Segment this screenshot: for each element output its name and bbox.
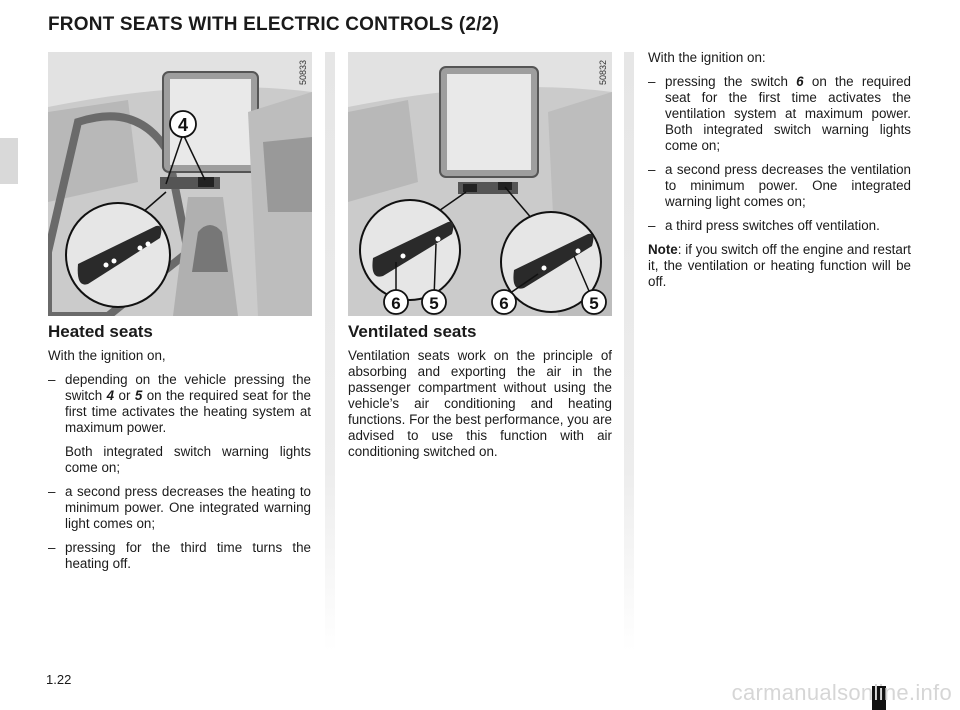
callout-5: 5 <box>589 294 599 313</box>
right-intro: With the ignition on: <box>648 50 766 65</box>
list-item: – a second press decreases the heating to minimum power. One integrated warning light comes on; <box>48 484 311 531</box>
list-item: – pressing the switch 6 on the required seat for the first time activates the ventilation system at maximum power. Both integrated switch warning lights come on; <box>648 74 911 153</box>
callout-6: 6 <box>391 294 401 313</box>
list-item-continuation: Both integrated switch warning lights come on; <box>65 444 311 475</box>
figure-code: 50833 <box>298 60 308 86</box>
callout-5: 5 <box>429 294 439 313</box>
list-item: – a third press switches off ventilation. <box>648 218 880 233</box>
page-number: 1.22 <box>46 672 72 687</box>
heated-seats-heading: Heated seats <box>48 322 153 341</box>
heated-intro: With the ignition on, <box>48 348 166 363</box>
list-item: – a second press decreases the ventilation to minimum power. One integrated warning light comes on; <box>648 162 911 209</box>
ventilation-instructions <box>648 50 911 298</box>
ventilated-seats-text <box>348 348 612 468</box>
column-divider <box>325 52 335 652</box>
heated-seats-text <box>48 348 311 580</box>
callout-4: 4 <box>177 115 189 135</box>
list-item: – depending on the vehicle pressing the switch 4 or 5 on the required seat for the first time activates the heating system at maximum power. <box>48 372 311 435</box>
figure-ventilated-seat-switches <box>348 52 612 316</box>
callout-6: 6 <box>499 294 509 313</box>
chapter-tab <box>0 138 18 184</box>
page-title: FRONT SEATS WITH ELECTRIC CONTROLS (2/2) <box>48 14 499 35</box>
ventilated-seats-heading: Ventilated seats <box>348 322 477 341</box>
column-divider <box>624 52 634 652</box>
ventilated-body: Ventilation seats work on the principle of absorbing and exporting the air in the passenger compartment without using the vehicle’s air conditioning and heating functions. For the best performance, you are advised to use this function with air conditioning switched on. <box>348 348 612 459</box>
figure-code: 50832 <box>598 60 608 86</box>
note: Note: if you switch off the engine and restart it, the ventilation or heating function will be off. <box>648 242 911 289</box>
figure-heated-seat-switches <box>48 52 312 316</box>
watermark: carmanualsonline.info <box>731 680 952 705</box>
list-item: – pressing for the third time turns the heating off. <box>48 540 311 571</box>
